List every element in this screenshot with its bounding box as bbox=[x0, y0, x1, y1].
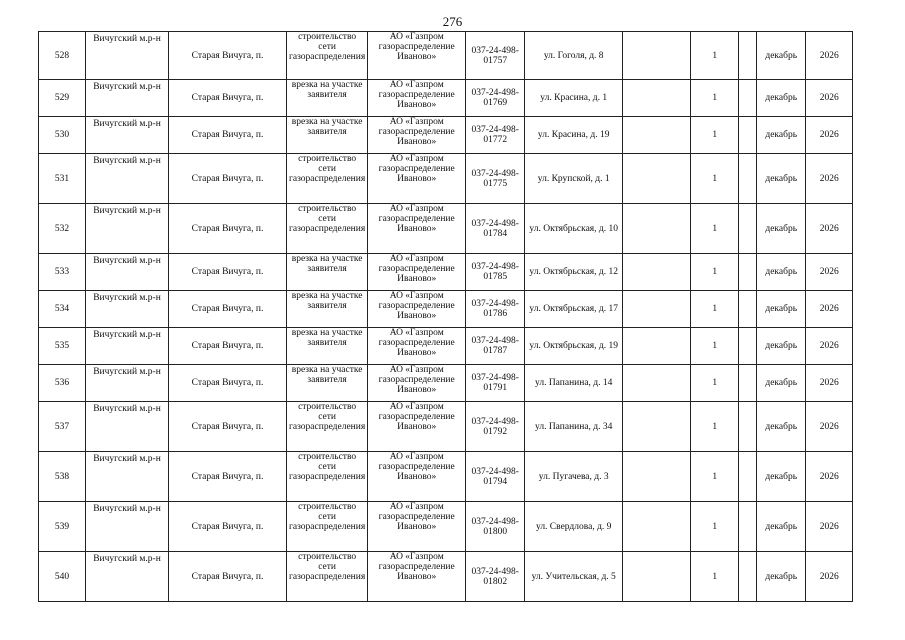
organization-cell: АО «Газпром газораспределение Иваново» bbox=[368, 32, 466, 80]
row-number-cell: 536 bbox=[39, 365, 86, 402]
settlement-cell: Старая Вичуга, п. bbox=[169, 502, 287, 552]
work-type-cell: врезка на участке заявителя bbox=[287, 80, 368, 117]
quantity-cell: 1 bbox=[691, 402, 739, 452]
table-body bbox=[39, 32, 890, 602]
month-cell: декабрь bbox=[757, 154, 806, 204]
district-cell: Вичугский м.р-н bbox=[86, 452, 169, 502]
address-cell: ул. Пугачева, д. 3 bbox=[525, 452, 623, 502]
empty-cell bbox=[739, 502, 757, 552]
month-cell: декабрь bbox=[757, 291, 806, 328]
work-type-cell: врезка на участке заявителя bbox=[287, 365, 368, 402]
year-cell: 2026 bbox=[806, 365, 853, 402]
organization-cell: АО «Газпром газораспределение Иваново» bbox=[368, 254, 466, 291]
object-code-cell: 037-24-498-01785 bbox=[466, 254, 525, 291]
district-cell: Вичугский м.р-н bbox=[86, 291, 169, 328]
organization-cell: АО «Газпром газораспределение Иваново» bbox=[368, 204, 466, 254]
district-cell: Вичугский м.р-н bbox=[86, 117, 169, 154]
quantity-cell: 1 bbox=[691, 365, 739, 402]
year-cell: 2026 bbox=[806, 32, 853, 80]
empty-cell bbox=[739, 402, 757, 452]
address-cell: ул. Учительская, д. 5 bbox=[525, 552, 623, 602]
month-cell: декабрь bbox=[757, 402, 806, 452]
work-type-cell: строительство сети газораспределения bbox=[287, 402, 368, 452]
row-number-cell: 534 bbox=[39, 291, 86, 328]
table-row bbox=[39, 204, 890, 254]
district-cell: Вичугский м.р-н bbox=[86, 552, 169, 602]
work-type-cell: строительство сети газораспределения bbox=[287, 552, 368, 602]
empty-cell bbox=[623, 254, 691, 291]
year-cell: 2026 bbox=[806, 552, 853, 602]
empty-cell bbox=[739, 365, 757, 402]
table-row bbox=[39, 32, 890, 80]
year-cell: 2026 bbox=[806, 80, 853, 117]
empty-cell bbox=[739, 117, 757, 154]
empty-cell bbox=[739, 291, 757, 328]
row-number-cell: 535 bbox=[39, 328, 86, 365]
district-cell: Вичугский м.р-н bbox=[86, 502, 169, 552]
row-number-cell: 539 bbox=[39, 502, 86, 552]
year-cell: 2026 bbox=[806, 402, 853, 452]
address-cell: ул. Красина, д. 19 bbox=[525, 117, 623, 154]
year-cell: 2026 bbox=[806, 254, 853, 291]
settlement-cell: Старая Вичуга, п. bbox=[169, 552, 287, 602]
empty-cell bbox=[739, 154, 757, 204]
district-cell: Вичугский м.р-н bbox=[86, 254, 169, 291]
organization-cell: АО «Газпром газораспределение Иваново» bbox=[368, 328, 466, 365]
empty-cell bbox=[739, 254, 757, 291]
row-number-cell: 538 bbox=[39, 452, 86, 502]
object-code-cell: 037-24-498-01802 bbox=[466, 552, 525, 602]
quantity-cell: 1 bbox=[691, 452, 739, 502]
row-number-cell: 537 bbox=[39, 402, 86, 452]
work-type-cell: врезка на участке заявителя bbox=[287, 254, 368, 291]
row-number-cell: 529 bbox=[39, 80, 86, 117]
organization-cell: АО «Газпром газораспределение Иваново» bbox=[368, 552, 466, 602]
district-cell: Вичугский м.р-н bbox=[86, 204, 169, 254]
year-cell: 2026 bbox=[806, 328, 853, 365]
quantity-cell: 1 bbox=[691, 254, 739, 291]
quantity-cell: 1 bbox=[691, 502, 739, 552]
empty-cell bbox=[623, 291, 691, 328]
row-number-cell: 533 bbox=[39, 254, 86, 291]
settlement-cell: Старая Вичуга, п. bbox=[169, 154, 287, 204]
organization-cell: АО «Газпром газораспределение Иваново» bbox=[368, 117, 466, 154]
settlement-cell: Старая Вичуга, п. bbox=[169, 254, 287, 291]
object-code-cell: 037-24-498-01787 bbox=[466, 328, 525, 365]
month-cell: декабрь bbox=[757, 80, 806, 117]
quantity-cell: 1 bbox=[691, 32, 739, 80]
table-row bbox=[39, 552, 890, 602]
quantity-cell: 1 bbox=[691, 204, 739, 254]
empty-cell bbox=[739, 204, 757, 254]
month-cell: декабрь bbox=[757, 117, 806, 154]
empty-cell bbox=[739, 452, 757, 502]
page-number: 276 bbox=[442, 14, 463, 29]
year-cell: 2026 bbox=[806, 452, 853, 502]
table-row bbox=[39, 402, 890, 452]
month-cell: декабрь bbox=[757, 452, 806, 502]
empty-cell bbox=[739, 552, 757, 602]
schedule-table bbox=[38, 31, 890, 602]
object-code-cell: 037-24-498-01775 bbox=[466, 154, 525, 204]
work-type-cell: строительство сети газораспределения bbox=[287, 452, 368, 502]
empty-cell bbox=[623, 80, 691, 117]
address-cell: ул. Октябрьская, д. 10 bbox=[525, 204, 623, 254]
table-row bbox=[39, 117, 890, 154]
organization-cell: АО «Газпром газораспределение Иваново» bbox=[368, 502, 466, 552]
organization-cell: АО «Газпром газораспределение Иваново» bbox=[368, 452, 466, 502]
month-cell: декабрь bbox=[757, 32, 806, 80]
organization-cell: АО «Газпром газораспределение Иваново» bbox=[368, 402, 466, 452]
month-cell: декабрь bbox=[757, 365, 806, 402]
empty-cell bbox=[623, 402, 691, 452]
table-row bbox=[39, 254, 890, 291]
month-cell: декабрь bbox=[757, 204, 806, 254]
settlement-cell: Старая Вичуга, п. bbox=[169, 32, 287, 80]
district-cell: Вичугский м.р-н bbox=[86, 328, 169, 365]
empty-cell bbox=[623, 154, 691, 204]
empty-cell bbox=[623, 365, 691, 402]
table-row bbox=[39, 328, 890, 365]
row-number-cell: 531 bbox=[39, 154, 86, 204]
object-code-cell: 037-24-498-01794 bbox=[466, 452, 525, 502]
row-number-cell: 528 bbox=[39, 32, 86, 80]
settlement-cell: Старая Вичуга, п. bbox=[169, 204, 287, 254]
settlement-cell: Старая Вичуга, п. bbox=[169, 80, 287, 117]
work-type-cell: врезка на участке заявителя bbox=[287, 291, 368, 328]
quantity-cell: 1 bbox=[691, 154, 739, 204]
quantity-cell: 1 bbox=[691, 328, 739, 365]
table-row bbox=[39, 291, 890, 328]
empty-cell bbox=[623, 32, 691, 80]
organization-cell: АО «Газпром газораспределение Иваново» bbox=[368, 154, 466, 204]
object-code-cell: 037-24-498-01800 bbox=[466, 502, 525, 552]
district-cell: Вичугский м.р-н bbox=[86, 80, 169, 117]
quantity-cell: 1 bbox=[691, 552, 739, 602]
organization-cell: АО «Газпром газораспределение Иваново» bbox=[368, 291, 466, 328]
object-code-cell: 037-24-498-01786 bbox=[466, 291, 525, 328]
settlement-cell: Старая Вичуга, п. bbox=[169, 328, 287, 365]
row-number-cell: 532 bbox=[39, 204, 86, 254]
empty-cell bbox=[623, 552, 691, 602]
table-row bbox=[39, 365, 890, 402]
empty-cell bbox=[623, 328, 691, 365]
address-cell: ул. Крупской, д. 1 bbox=[525, 154, 623, 204]
month-cell: декабрь bbox=[757, 502, 806, 552]
object-code-cell: 037-24-498-01772 bbox=[466, 117, 525, 154]
empty-cell bbox=[623, 117, 691, 154]
row-number-cell: 540 bbox=[39, 552, 86, 602]
month-cell: декабрь bbox=[757, 254, 806, 291]
address-cell: ул. Папанина, д. 34 bbox=[525, 402, 623, 452]
table-row bbox=[39, 154, 890, 204]
organization-cell: АО «Газпром газораспределение Иваново» bbox=[368, 365, 466, 402]
settlement-cell: Старая Вичуга, п. bbox=[169, 291, 287, 328]
work-type-cell: строительство сети газораспределения bbox=[287, 32, 368, 80]
year-cell: 2026 bbox=[806, 117, 853, 154]
address-cell: ул. Октябрьская, д. 19 bbox=[525, 328, 623, 365]
empty-cell bbox=[623, 452, 691, 502]
address-cell: ул. Свердлова, д. 9 bbox=[525, 502, 623, 552]
settlement-cell: Старая Вичуга, п. bbox=[169, 365, 287, 402]
district-cell: Вичугский м.р-н bbox=[86, 32, 169, 80]
address-cell: ул. Октябрьская, д. 17 bbox=[525, 291, 623, 328]
work-type-cell: строительство сети газораспределения bbox=[287, 502, 368, 552]
object-code-cell: 037-24-498-01757 bbox=[466, 32, 525, 80]
year-cell: 2026 bbox=[806, 291, 853, 328]
district-cell: Вичугский м.р-н bbox=[86, 402, 169, 452]
table-row bbox=[39, 502, 890, 552]
object-code-cell: 037-24-498-01792 bbox=[466, 402, 525, 452]
year-cell: 2026 bbox=[806, 204, 853, 254]
work-type-cell: врезка на участке заявителя bbox=[287, 328, 368, 365]
address-cell: ул. Гоголя, д. 8 bbox=[525, 32, 623, 80]
settlement-cell: Старая Вичуга, п. bbox=[169, 402, 287, 452]
year-cell: 2026 bbox=[806, 502, 853, 552]
month-cell: декабрь bbox=[757, 328, 806, 365]
district-cell: Вичугский м.р-н bbox=[86, 154, 169, 204]
organization-cell: АО «Газпром газораспределение Иваново» bbox=[368, 80, 466, 117]
address-cell: ул. Папанина, д. 14 bbox=[525, 365, 623, 402]
quantity-cell: 1 bbox=[691, 117, 739, 154]
quantity-cell: 1 bbox=[691, 291, 739, 328]
row-number-cell: 530 bbox=[39, 117, 86, 154]
quantity-cell: 1 bbox=[691, 80, 739, 117]
work-type-cell: врезка на участке заявителя bbox=[287, 117, 368, 154]
empty-cell bbox=[623, 502, 691, 552]
year-cell: 2026 bbox=[806, 154, 853, 204]
empty-cell bbox=[739, 80, 757, 117]
address-cell: ул. Красина, д. 1 bbox=[525, 80, 623, 117]
empty-cell bbox=[739, 32, 757, 80]
table-row bbox=[39, 452, 890, 502]
object-code-cell: 037-24-498-01791 bbox=[466, 365, 525, 402]
month-cell: декабрь bbox=[757, 552, 806, 602]
table-row bbox=[39, 80, 890, 117]
empty-cell bbox=[739, 328, 757, 365]
work-type-cell: строительство сети газораспределения bbox=[287, 204, 368, 254]
settlement-cell: Старая Вичуга, п. bbox=[169, 117, 287, 154]
empty-cell bbox=[623, 204, 691, 254]
work-type-cell: строительство сети газораспределения bbox=[287, 154, 368, 204]
settlement-cell: Старая Вичуга, п. bbox=[169, 452, 287, 502]
object-code-cell: 037-24-498-01784 bbox=[466, 204, 525, 254]
address-cell: ул. Октябрьская, д. 12 bbox=[525, 254, 623, 291]
district-cell: Вичугский м.р-н bbox=[86, 365, 169, 402]
object-code-cell: 037-24-498-01769 bbox=[466, 80, 525, 117]
